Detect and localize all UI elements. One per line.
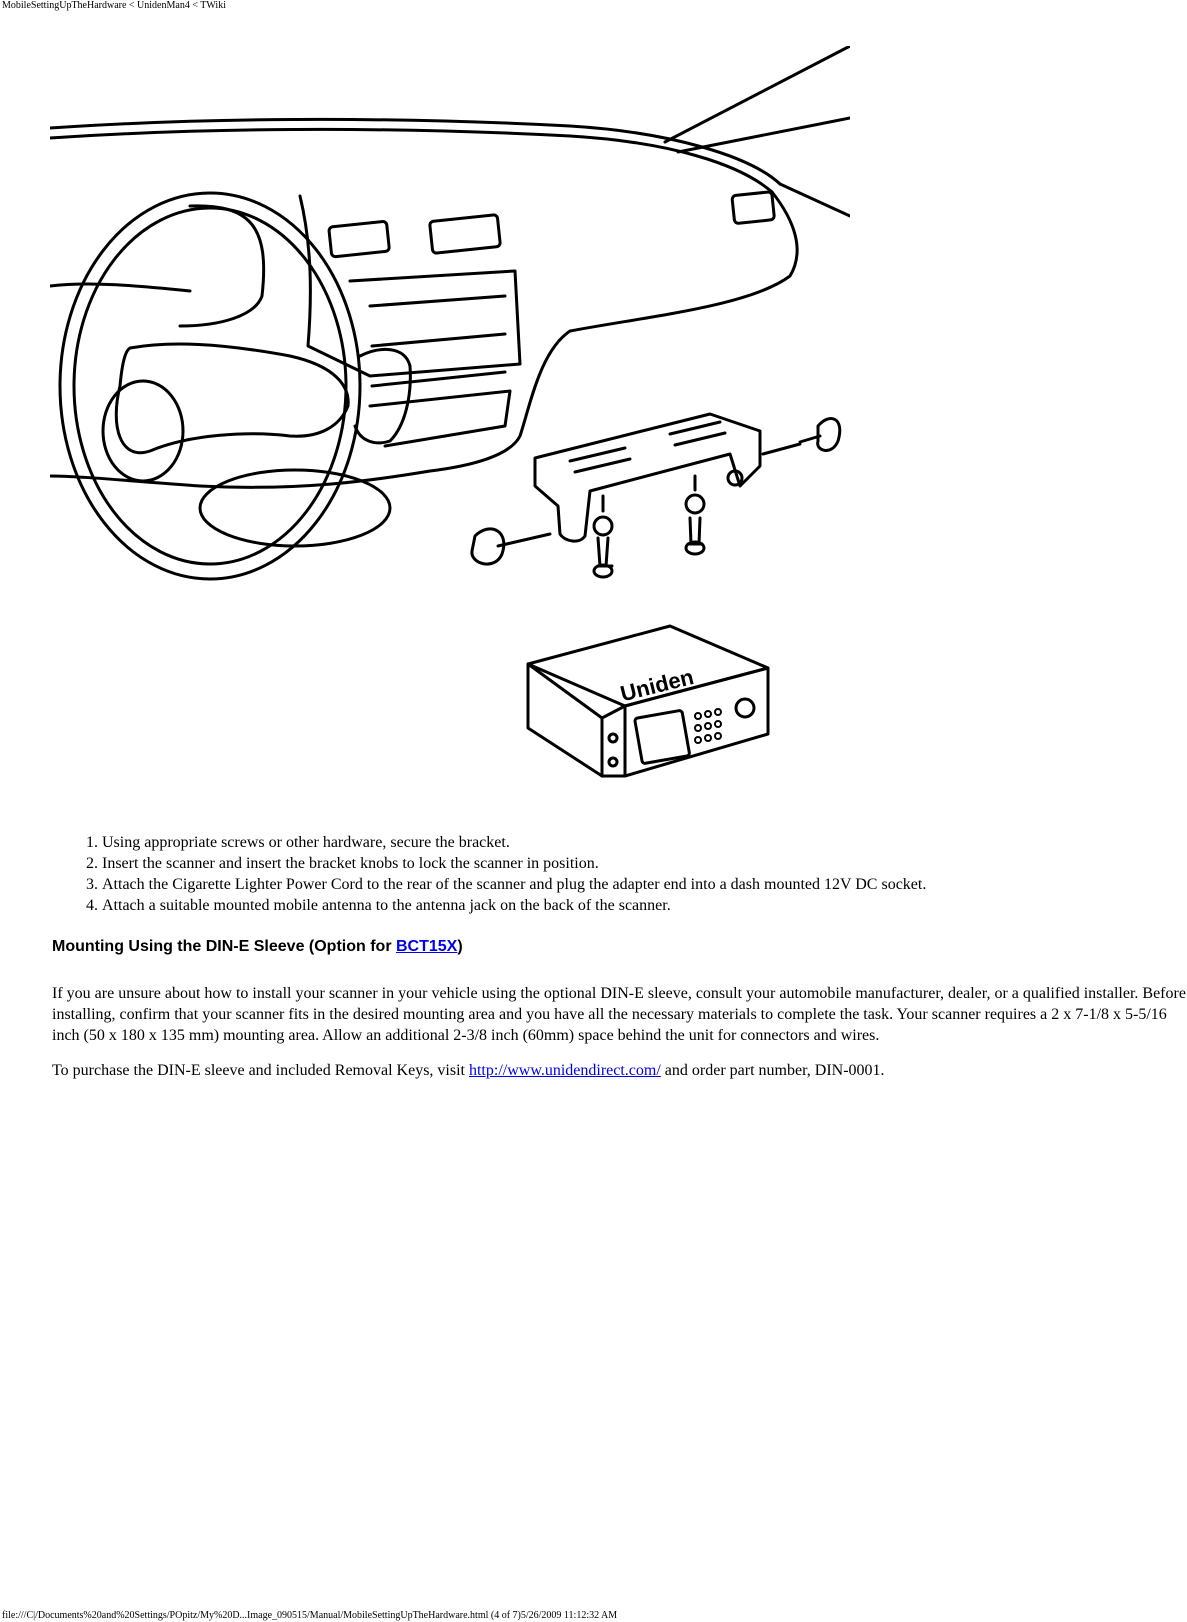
list-item: 2. Insert the scanner and insert the bracket knobs to lock the scanner in position. — [102, 853, 926, 874]
page-header-title: MobileSettingUpTheHardware < UnidenMan4 < TWiki — [2, 0, 226, 11]
mounting-illustration — [50, 46, 850, 782]
uniden-brand-text: Uniden — [617, 664, 697, 707]
list-item: 3. Attach the Cigarette Lighter Power Cord to the rear of the scanner and plug the adapter end into a dash mounted 12V DC socket. — [102, 874, 926, 895]
heading-prefix: Mounting Using the DIN-E Sleeve (Option for — [52, 938, 396, 955]
heading-suffix: ) — [457, 938, 463, 955]
purchase-paragraph — [52, 1060, 1186, 1081]
mounting-bracket-icon — [472, 414, 840, 577]
purchase-suffix: and order part number, DIN-0001. — [660, 1062, 885, 1079]
list-item: 4. Attach a suitable mounted mobile antenna to the antenna jack on the back of the scanner. — [102, 895, 926, 916]
page-footer-path: file:///C|/Documents%20and%20Settings/POpitz/My%20D...Image_090515/Manual/MobileSettingUpTheHardware.html (4 of 7)5/26/2009 11:12:32 AM — [2, 1610, 618, 1621]
car-dashboard-icon — [50, 46, 850, 579]
din-e-sleeve-paragraph: If you are unsure about how to install your scanner in your vehicle using the optional DIN-E sleeve, consult your automobile manufacturer, dealer, or a qualified installer. Before installing, confirm that your scanner fits in the desired mounting area and you have all the necessary materials to complete the task. Your scanner requires a 2 x 7-1/8 x 5-5/16 inch (50 x 180 x 135 mm) mounting area. Allow an additional 2-3/8 inch (60mm) space behind the unit for connectors and wires. — [52, 985, 1186, 1044]
installation-steps-list — [50, 832, 926, 916]
scanner-unit-icon — [528, 626, 768, 776]
list-item: 1. Using appropriate screws or other hardware, secure the bracket. — [102, 832, 926, 853]
unidendirect-link[interactable]: http://www.unidendirect.com/ — [468, 1062, 661, 1079]
purchase-prefix: To purchase the DIN-E sleeve and included Removal Keys, visit — [52, 1062, 469, 1079]
bct15x-link[interactable]: BCT15X — [396, 938, 458, 955]
section-heading — [52, 938, 463, 956]
